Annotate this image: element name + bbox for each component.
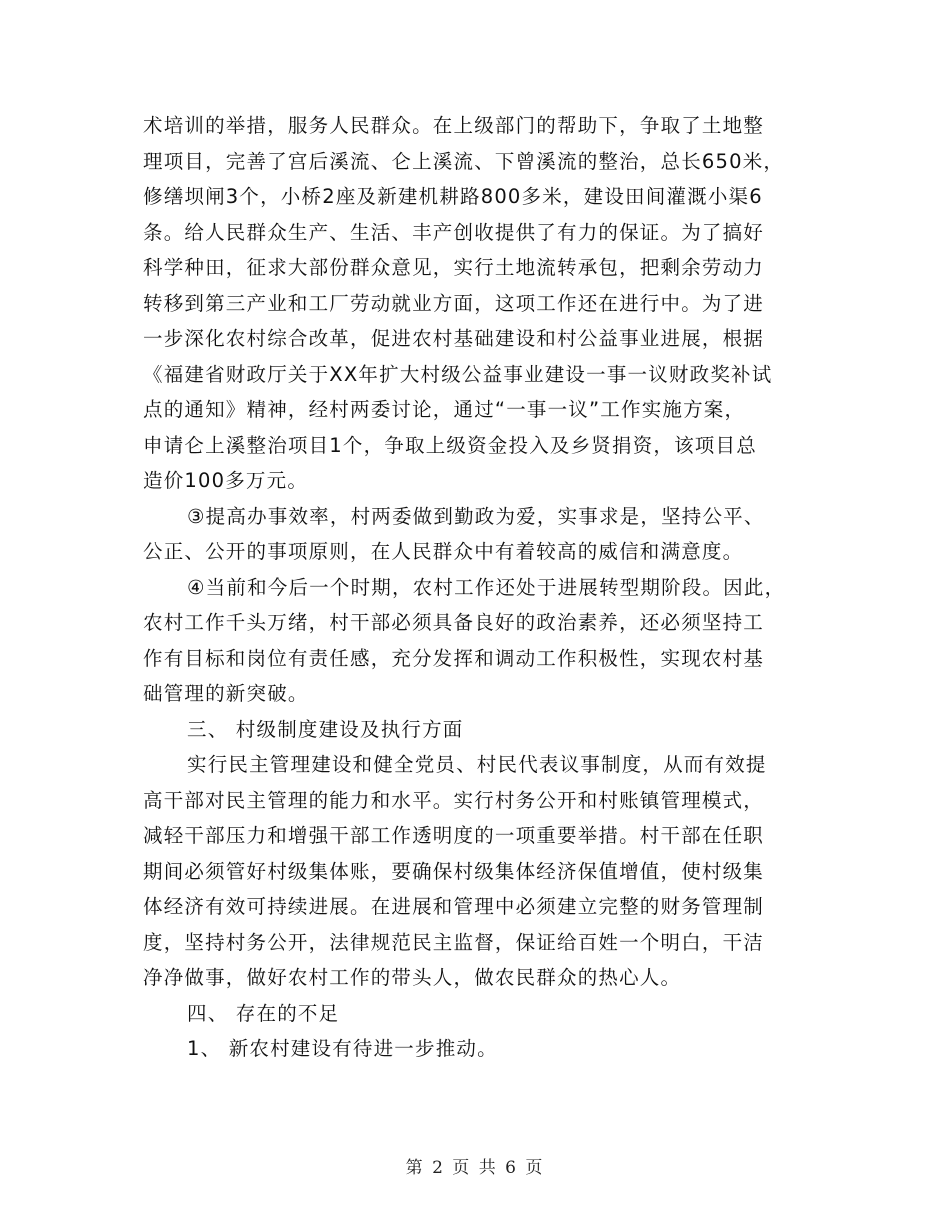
text-line: 术培训的举措，服务人民群众。在上级部门的帮助下，争取了土地整 bbox=[143, 114, 765, 137]
text-line: 础管理的新突破。 bbox=[143, 682, 309, 705]
text-line: 修缮坝闸3个，小桥2座及新建机耕路800多米，建设田间灌溉小渠6 bbox=[143, 185, 763, 208]
subheading-4-1: 1、 新农村建设有待进一步推动。 bbox=[187, 1037, 498, 1060]
text-line: 公正、公开的事项原则，在人民群众中有着较高的威信和满意度。 bbox=[143, 540, 744, 563]
document-body bbox=[143, 108, 807, 1067]
text-line: 期间必须管好村级集体账，要确保村级集体经济保值增值，使村级集 bbox=[143, 859, 765, 883]
text-line: 高干部对民主管理的能力和水平。实行村务公开和村账镇管理模式， bbox=[143, 788, 765, 812]
text-line: 造价100多万元。 bbox=[143, 469, 309, 492]
text-line: ③提高办事效率，村两委做到勤政为爱，实事求是，坚持公平、 bbox=[187, 504, 765, 528]
section-heading-4: 四、 存在的不足 bbox=[187, 1001, 340, 1025]
section-heading-3: 三、 村级制度建设及执行方面 bbox=[187, 717, 464, 741]
text-line: 科学种田，征求大部份群众意见，实行土地流转承包，把剩余劳动力 bbox=[143, 256, 765, 279]
text-line: 转移到第三产业和工厂劳动就业方面，这项工作还在进行中。为了进 bbox=[143, 291, 765, 315]
paragraph-transition bbox=[143, 570, 807, 712]
text-line: 减轻干部压力和增强干部工作透明度的一项重要举措。村干部在任职 bbox=[143, 824, 765, 847]
text-line: ④当前和今后一个时期，农村工作还处于进展转型期阶段。因此， bbox=[187, 575, 786, 599]
text-line: 农村工作千头万绪，村干部必须具备良好的政治素养，还必须坚持工 bbox=[143, 611, 765, 634]
text-line: 条。给人民群众生产、生活、丰产创收提供了有力的保证。为了搞好 bbox=[143, 220, 765, 244]
paragraph-democratic-management bbox=[143, 747, 807, 996]
page-number-footer: 第 2 页 共 6 页 bbox=[405, 1158, 545, 1178]
text-line: 度，坚持村务公开，法律规范民主监督，保证给百姓一个明白，干洁 bbox=[143, 930, 765, 954]
text-line: 一步深化农村综合改革，促进农村基础建设和村公益事业进展，根据 bbox=[143, 327, 765, 350]
text-line: 申请仑上溪整治项目1个，争取上级资金投入及乡贤捐资，该项目总 bbox=[143, 433, 757, 457]
text-line: 《福建省财政厅关于XX年扩大村级公益事业建设一事一议财政奖补试 bbox=[143, 362, 773, 386]
paragraph-efficiency bbox=[143, 499, 807, 570]
text-line: 净净做事，做好农村工作的带头人，做农民群众的热心人。 bbox=[143, 966, 682, 989]
text-line: 作有目标和岗位有责任感，充分发挥和调动工作积极性，实现农村基 bbox=[143, 646, 765, 670]
text-line: 体经济有效可持续进展。在进展和管理中必须建立完整的财务管理制 bbox=[143, 895, 765, 918]
text-line: 点的通知》精神，经村两委讨论，通过“一事一议”工作实施方案， bbox=[143, 398, 746, 421]
text-line: 理项目，完善了宫后溪流、仑上溪流、下曾溪流的整治，总长650米， bbox=[143, 149, 785, 173]
paragraph-land-project bbox=[143, 108, 807, 499]
text-line: 实行民主管理建设和健全党员、村民代表议事制度，从而有效提 bbox=[187, 753, 767, 776]
